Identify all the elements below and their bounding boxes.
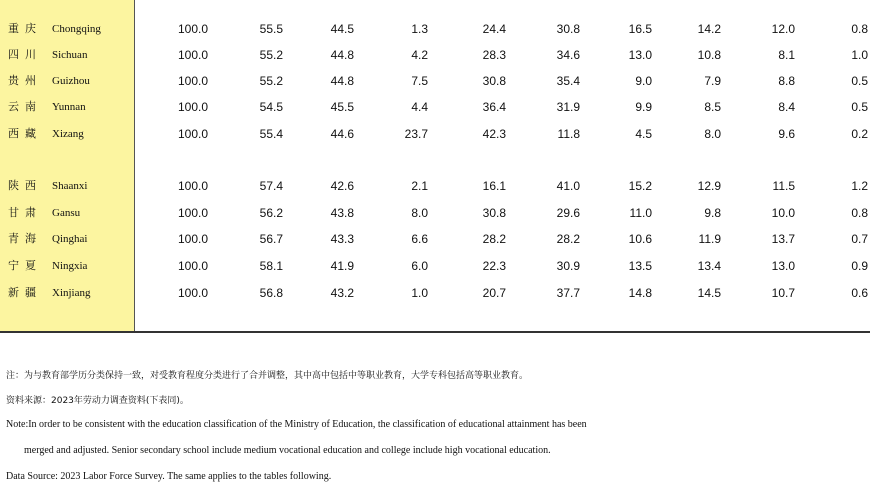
table-cell: 10.8 — [697, 48, 721, 62]
table-cell: 36.4 — [482, 100, 506, 114]
region-name-english: Shaanxi — [52, 180, 88, 192]
region-name-chinese: 四川 — [8, 48, 42, 61]
table-cell: 31.9 — [556, 100, 580, 114]
table-cell: 10.6 — [628, 232, 652, 246]
table-cell: 0.8 — [851, 206, 868, 220]
table-cell: 12.0 — [771, 22, 795, 36]
table-cell: 11.5 — [772, 179, 795, 193]
table-row — [0, 97, 870, 117]
table-cell: 42.3 — [482, 127, 506, 141]
table-cell: 28.3 — [482, 48, 506, 62]
table-cell: 9.8 — [704, 206, 721, 220]
table-cell: 44.5 — [330, 22, 354, 36]
table-cell: 35.4 — [556, 74, 580, 88]
table-cell: 24.4 — [482, 22, 506, 36]
region-name-english: Chongqing — [52, 23, 101, 35]
region-name-chinese: 宁夏 — [8, 259, 42, 272]
table-cell: 0.9 — [851, 259, 868, 273]
table-cell: 100.0 — [177, 127, 208, 141]
region-name-english: Sichuan — [52, 49, 88, 61]
note-english-line-1: Note:In order to be consistent with the education classification of the Ministry of Education, the classification of educational attainment has been — [6, 419, 587, 430]
table-row — [0, 71, 870, 91]
region-name-chinese: 新疆 — [8, 286, 42, 299]
table-cell: 100.0 — [177, 22, 208, 36]
table-cell: 7.5 — [411, 74, 428, 88]
table-row — [0, 19, 870, 39]
source-english: Data Source: 2023 Labor Force Survey. The same applies to the tables following. — [6, 471, 332, 482]
table-cell: 29.6 — [556, 206, 580, 220]
table-cell: 8.8 — [778, 74, 795, 88]
table-cell: 2.1 — [411, 179, 428, 193]
table-cell: 6.6 — [411, 232, 428, 246]
table-cell: 1.3 — [411, 22, 428, 36]
table-cell: 10.0 — [771, 206, 795, 220]
table-cell: 100.0 — [177, 206, 208, 220]
table-cell: 11.0 — [629, 206, 652, 220]
region-name-english: Qinghai — [52, 233, 88, 245]
table-row — [0, 176, 870, 196]
table-cell: 13.5 — [628, 259, 652, 273]
table-cell: 55.2 — [259, 48, 283, 62]
note-english-line-2: merged and adjusted. Senior secondary school include medium vocational education and college include high vocational education. — [24, 445, 551, 456]
table-cell: 44.6 — [330, 127, 354, 141]
table-cell: 13.4 — [697, 259, 721, 273]
table-cell: 23.7 — [404, 127, 428, 141]
table-cell: 0.6 — [851, 286, 868, 300]
table-row — [0, 256, 870, 276]
table-cell: 11.9 — [698, 232, 721, 246]
table-cell: 100.0 — [177, 100, 208, 114]
table-row — [0, 45, 870, 65]
table-cell: 1.0 — [411, 286, 428, 300]
table-cell: 45.5 — [330, 100, 354, 114]
table-cell: 20.7 — [482, 286, 506, 300]
table-cell: 9.0 — [635, 74, 652, 88]
table-cell: 4.4 — [411, 100, 428, 114]
table-cell: 100.0 — [177, 259, 208, 273]
table-cell: 13.0 — [771, 259, 795, 273]
table-cell: 9.6 — [778, 127, 795, 141]
table-cell: 43.8 — [330, 206, 354, 220]
table-cell: 7.9 — [704, 74, 721, 88]
table-cell: 44.8 — [330, 48, 354, 62]
table-cell: 100.0 — [177, 232, 208, 246]
table-cell: 100.0 — [177, 286, 208, 300]
table-cell: 54.5 — [259, 100, 283, 114]
region-name-chinese: 青海 — [8, 232, 42, 245]
table-cell: 0.2 — [851, 127, 868, 141]
table-cell: 14.8 — [628, 286, 652, 300]
table-cell: 6.0 — [411, 259, 428, 273]
source-chinese: 资料来源：2023年劳动力调查资料(下表同)。 — [6, 396, 189, 406]
table-cell: 55.4 — [259, 127, 283, 141]
region-name-chinese: 重庆 — [8, 22, 42, 35]
region-name-chinese: 陕西 — [8, 179, 42, 192]
region-name-english: Ningxia — [52, 260, 88, 272]
table-cell: 100.0 — [177, 179, 208, 193]
table-cell: 0.5 — [851, 74, 868, 88]
table-cell: 13.7 — [771, 232, 795, 246]
region-name-english: Yunnan — [52, 101, 86, 113]
table-row — [0, 283, 870, 303]
table-cell: 0.5 — [851, 100, 868, 114]
table-cell: 15.2 — [628, 179, 652, 193]
region-name-chinese: 甘肃 — [8, 206, 42, 219]
table-cell: 57.4 — [259, 179, 283, 193]
table-cell: 55.2 — [259, 74, 283, 88]
table-cell: 58.1 — [259, 259, 283, 273]
table-row — [0, 229, 870, 249]
note-chinese: 注：为与教育部学历分类保持一致，对受教育程度分类进行了合并调整，其中高中包括中等职业教育，大学专科包括高等职业教育。 — [6, 371, 529, 381]
table-cell: 0.8 — [851, 22, 868, 36]
table-bottom-rule — [0, 331, 870, 333]
table-cell: 56.2 — [259, 206, 283, 220]
table-cell: 30.8 — [556, 22, 580, 36]
table-cell: 9.9 — [635, 100, 652, 114]
table-cell: 30.9 — [556, 259, 580, 273]
table-row — [0, 203, 870, 223]
table-cell: 4.5 — [635, 127, 652, 141]
table-cell: 42.6 — [330, 179, 354, 193]
table-cell: 14.5 — [697, 286, 721, 300]
table-cell: 100.0 — [177, 48, 208, 62]
table-cell: 22.3 — [482, 259, 506, 273]
region-name-chinese: 云南 — [8, 100, 42, 113]
table-cell: 11.8 — [557, 127, 580, 141]
table-cell: 8.0 — [704, 127, 721, 141]
table-cell: 10.7 — [771, 286, 795, 300]
region-name-chinese: 贵州 — [8, 74, 42, 87]
table-cell: 37.7 — [556, 286, 580, 300]
table-cell: 8.4 — [778, 100, 795, 114]
table-cell: 100.0 — [177, 74, 208, 88]
table-cell: 55.5 — [259, 22, 283, 36]
table-cell: 4.2 — [411, 48, 428, 62]
region-name-english: Xizang — [52, 128, 84, 140]
table-cell: 43.2 — [330, 286, 354, 300]
table-cell: 28.2 — [482, 232, 506, 246]
table-cell: 28.2 — [556, 232, 580, 246]
table-cell: 12.9 — [697, 179, 721, 193]
table-cell: 56.7 — [259, 232, 283, 246]
region-name-english: Gansu — [52, 207, 81, 219]
table-cell: 41.9 — [330, 259, 354, 273]
table-cell: 13.0 — [628, 48, 652, 62]
region-name-english: Guizhou — [52, 75, 90, 87]
table-cell: 16.1 — [482, 179, 506, 193]
table-cell: 0.7 — [851, 232, 868, 246]
table-cell: 8.1 — [778, 48, 795, 62]
table-cell: 8.5 — [704, 100, 721, 114]
table-cell: 30.8 — [482, 206, 506, 220]
table-cell: 16.5 — [628, 22, 652, 36]
table-cell: 41.0 — [556, 179, 580, 193]
table-cell: 44.8 — [330, 74, 354, 88]
table-cell: 8.0 — [411, 206, 428, 220]
table-cell: 14.2 — [697, 22, 721, 36]
table-cell: 1.2 — [851, 179, 868, 193]
region-name-english: Xinjiang — [52, 287, 91, 299]
region-name-chinese: 西藏 — [8, 127, 42, 140]
table-cell: 1.0 — [851, 48, 868, 62]
table-row — [0, 124, 870, 144]
table-cell: 30.8 — [482, 74, 506, 88]
table-cell: 43.3 — [330, 232, 354, 246]
table-cell: 56.8 — [259, 286, 283, 300]
table-cell: 34.6 — [556, 48, 580, 62]
